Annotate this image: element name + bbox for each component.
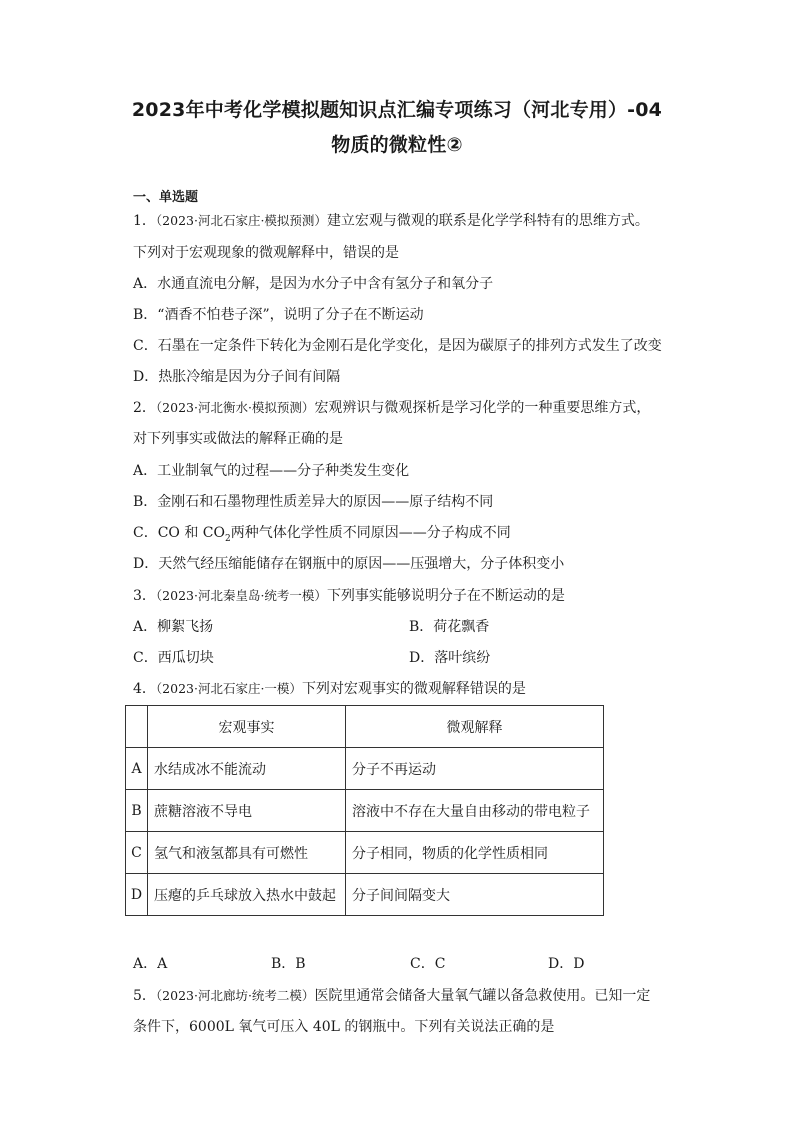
question-4-source: （2023·河北石家庄·一模） (155, 681, 302, 696)
question-2-option-c-post: 两种气体化学性质不同原因——分子构成不同 (230, 525, 511, 541)
question-2-stem-text: 宏观辨识与微观探析是学习化学的一种重要思维方式， (314, 400, 651, 416)
section-heading: 一、单选题 (133, 190, 199, 205)
table-header-macro: 宏观事实 (148, 706, 346, 748)
table-header-key (126, 706, 148, 748)
table-header-row (126, 706, 604, 748)
table-row (126, 874, 604, 916)
question-1-stem-line-2: 下列对于宏观现象的微观解释中，错误的是 (133, 245, 399, 261)
question-5-stem-line-2: 条件下，6000L 氧气可压入 40L 的钢瓶中。下列有关说法正确的是 (133, 1019, 555, 1035)
question-1-number: 1． (133, 213, 156, 229)
question-3-source: （2023·河北秦皇岛·统考一模） (155, 588, 327, 603)
question-3-stem-text: 下列事实能够说明分子在不断运动的是 (326, 588, 565, 604)
question-2-option-c (133, 523, 511, 549)
macro-micro-table (125, 705, 604, 916)
question-1-option-c: C．石墨在一定条件下转化为金刚石是化学变化，是因为碳原子的排列方式发生了改变 (133, 338, 662, 354)
table-row (126, 832, 604, 874)
row-micro-explanation: 分子间间隔变大 (346, 874, 604, 916)
question-2-option-b: B．金刚石和石墨物理性质差异大的原因——原子结构不同 (133, 494, 494, 510)
question-1-source: （2023·河北石家庄·模拟预测） (155, 213, 327, 228)
question-5-number: 5． (133, 988, 156, 1004)
question-2-number: 2． (133, 400, 156, 416)
table-header-micro: 微观解释 (346, 706, 604, 748)
document-title-line-2: 物质的微粒性② (331, 134, 463, 156)
table-row (126, 748, 604, 790)
question-1-stem-text: 建立宏观与微观的联系是化学学科特有的思维方式。 (326, 213, 649, 229)
question-5-stem-text: 医院里通常会储备大量氧气罐以备急救使用。已知一定 (314, 988, 651, 1004)
question-3-option-d: D．落叶缤纷 (409, 650, 491, 666)
co2-subscript: 2 (225, 533, 231, 544)
question-3-option-b: B．荷花飘香 (409, 619, 490, 635)
question-4-option-b: B．B (271, 956, 306, 972)
question-5-stem (133, 986, 650, 1006)
question-3-option-a: A．柳絮飞扬 (133, 619, 214, 635)
row-key: D (126, 874, 148, 916)
question-1-stem (133, 211, 649, 231)
question-2-option-a: A．工业制氧气的过程——分子种类发生变化 (133, 463, 410, 479)
question-3-stem (133, 586, 565, 606)
row-micro-explanation: 分子相同，物质的化学性质相同 (346, 832, 604, 874)
question-2-source: （2023·河北衡水·模拟预测） (155, 400, 315, 415)
question-2-stem (133, 398, 650, 418)
question-4-stem (133, 679, 526, 699)
row-key: B (126, 790, 148, 832)
row-macro-fact: 蔗糖溶液不导电 (148, 790, 346, 832)
row-key: C (126, 832, 148, 874)
question-1-option-d: D．热胀冷缩是因为分子间有间隔 (133, 369, 341, 385)
row-macro-fact: 水结成冰不能流动 (148, 748, 346, 790)
document-title-line-1: 2023年中考化学模拟题知识点汇编专项练习（河北专用）-04 (131, 99, 663, 121)
question-3-number: 3． (133, 588, 156, 604)
question-2-stem-line-2: 对下列事实或做法的解释正确的是 (133, 431, 343, 447)
question-4-option-d: D．D (548, 956, 585, 972)
row-key: A (126, 748, 148, 790)
question-1-option-b: B．“酒香不怕巷子深”，说明了分子在不断运动 (133, 307, 424, 323)
row-micro-explanation: 分子不再运动 (346, 748, 604, 790)
question-2-option-c-pre: C．CO 和 CO (133, 525, 225, 541)
question-5-source: （2023·河北廊坊·统考二模） (155, 988, 315, 1003)
question-4-option-a: A．A (133, 956, 168, 972)
question-4-option-c: C．C (410, 956, 446, 972)
question-2-option-d: D．天然气经压缩能储存在钢瓶中的原因——压强增大，分子体积变小 (133, 556, 565, 572)
question-3-option-c: C．西瓜切块 (133, 650, 214, 666)
row-macro-fact: 氢气和液氢都具有可燃性 (148, 832, 346, 874)
question-1-option-a: A．水通直流电分解，是因为水分子中含有氢分子和氧分子 (133, 276, 494, 292)
question-4-stem-text: 下列对宏观事实的微观解释错误的是 (301, 681, 526, 697)
row-micro-explanation: 溶液中不存在大量自由移动的带电粒子 (346, 790, 604, 832)
question-4-number: 4． (133, 681, 156, 697)
row-macro-fact: 压瘪的乒乓球放入热水中鼓起 (148, 874, 346, 916)
table-row (126, 790, 604, 832)
